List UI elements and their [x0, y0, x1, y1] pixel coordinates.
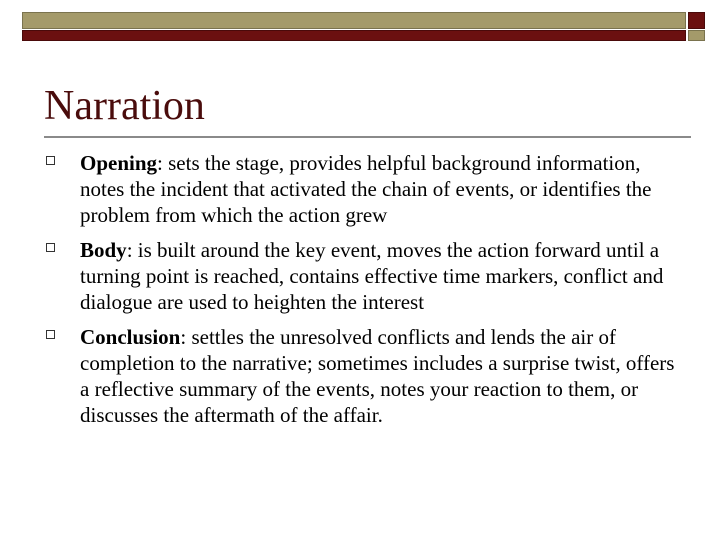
hollow-square-icon [46, 330, 55, 339]
header-bar [22, 30, 686, 41]
bullet-text: : sets the stage, provides helpful background information, notes the incident that activated the chain of events, or identifies the problem from which the action grew [80, 151, 652, 227]
bullet-item-opening [44, 150, 684, 228]
header-band [22, 12, 686, 29]
title-divider [44, 136, 691, 138]
bullet-item-conclusion [44, 324, 684, 428]
bullet-text: : settles the unresolved conflicts and lends the air of completion to the narrative; sometimes includes a surprise twist, offers a reflective summary of the events, notes your reaction to them, or discusses the aftermath of the affair. [80, 325, 675, 427]
header-accent-square [688, 12, 705, 29]
bullet-list [44, 150, 684, 437]
hollow-square-icon [46, 243, 55, 252]
bullet-term: Opening [80, 151, 158, 175]
bullet-term: Conclusion [80, 325, 181, 349]
header-accent-square-bottom [688, 30, 705, 41]
bullet-text: : is built around the key event, moves the action forward until a turning point is reached, contains effective time markers, conflict and dialogue are used to heighten the interest [80, 238, 664, 314]
hollow-square-icon [46, 156, 55, 165]
bullet-term: Body [80, 238, 127, 262]
slide-title: Narration [44, 83, 205, 129]
bullet-item-body [44, 237, 684, 315]
